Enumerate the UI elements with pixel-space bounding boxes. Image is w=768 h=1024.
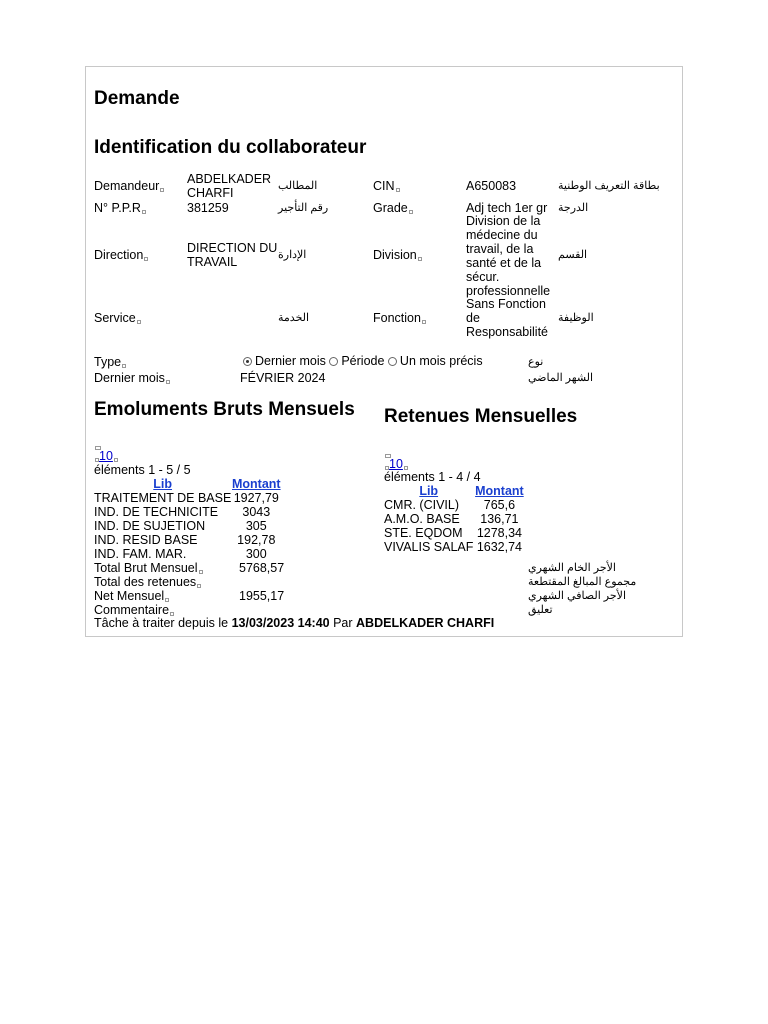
- dernier-mois-label-ar: الشهر الماضي: [528, 372, 594, 384]
- cell-montant: 300: [245, 547, 267, 561]
- cell-montant: 305: [245, 519, 267, 533]
- field-label-ar-grade: الدرجة: [558, 202, 589, 214]
- table-row: [94, 533, 281, 547]
- field-label-ar-service: الخدمة: [278, 312, 310, 324]
- cell-montant: 765,6: [483, 498, 516, 512]
- column-header-lib[interactable]: Lib: [153, 477, 173, 491]
- total-retenues-label-ar: مجموع المبالغ المقتطعة: [528, 576, 637, 588]
- commentaire-label-ar: تعليق: [528, 604, 553, 616]
- request-panel: [85, 66, 683, 637]
- table-row: [94, 505, 281, 519]
- section-title-emoluments: Emoluments Bruts Mensuels: [94, 399, 355, 420]
- table-row: [384, 498, 525, 512]
- field-label-ar-direction: الإدارة: [278, 249, 307, 261]
- field-label-division: Division: [373, 248, 422, 262]
- table-row: [94, 519, 281, 533]
- radio-selected-icon[interactable]: [243, 357, 252, 366]
- net-mensuel-label-ar: الأجر الصافي الشهري: [528, 590, 627, 602]
- field-label-ar-ppr: رقم التأجير: [278, 202, 329, 214]
- net-mensuel-value: 1955,17: [239, 589, 285, 603]
- type-label: Type: [94, 355, 126, 369]
- page-title: Demande: [94, 88, 180, 109]
- footer-datetime: 13/03/2023 14:40: [231, 616, 330, 630]
- cell-montant: 1927,79: [233, 491, 279, 505]
- field-label-ar-cin: بطاقة التعريف الوطنية: [558, 180, 660, 192]
- field-label-direction: Direction: [94, 248, 148, 262]
- field-value-direction: DIRECTION DU TRAVAIL: [187, 241, 278, 269]
- task-footer: [94, 616, 494, 630]
- cell-lib: A.M.O. BASE: [384, 512, 460, 526]
- footer-prefix: Tâche à traiter depuis le: [94, 616, 229, 630]
- total-brut-value: 5768,57: [239, 561, 285, 575]
- field-value-fonction: Sans Fonction de Responsabilité: [466, 297, 548, 339]
- table-row: [94, 491, 281, 505]
- dernier-mois-value: FÉVRIER 2024: [240, 371, 326, 385]
- field-value-division: Division de la médecine du travail, de la santé et de la sécur. professionnelle: [466, 214, 551, 298]
- field-label-ar-demandeur: المطالب: [278, 180, 318, 192]
- emoluments-count: éléments 1 - 5 / 5: [94, 463, 191, 477]
- field-label-demandeur: Demandeur: [94, 179, 164, 193]
- radio-icon[interactable]: [329, 357, 338, 366]
- cell-lib: IND. RESID BASE: [94, 533, 198, 547]
- field-label-grade: Grade: [373, 201, 413, 215]
- cell-montant: 1278,34: [476, 526, 522, 540]
- total-brut-label: Total Brut Mensuel: [94, 561, 203, 575]
- section-title-identification: Identification du collaborateur: [94, 137, 367, 158]
- field-label-service: Service: [94, 311, 141, 325]
- table-row: [384, 540, 525, 554]
- table-row: [384, 526, 525, 540]
- column-header-lib[interactable]: Lib: [419, 484, 439, 498]
- field-value-grade: Adj tech 1er gr: [466, 201, 548, 215]
- field-label-fonction: Fonction: [373, 311, 426, 325]
- cell-montant: 3043: [242, 505, 271, 519]
- footer-user: ABDELKADER CHARFI: [356, 616, 495, 630]
- cell-lib: CMR. (CIVIL): [384, 498, 459, 512]
- cell-lib: VIVALIS SALAF: [384, 540, 474, 554]
- commentaire-label: Commentaire: [94, 603, 174, 617]
- radio-dernier-mois[interactable]: Dernier mois: [243, 354, 326, 368]
- footer-par: Par: [333, 616, 353, 630]
- total-brut-label-ar: الأجر الخام الشهري: [528, 562, 616, 574]
- cell-lib: STE. EQDOM: [384, 526, 463, 540]
- type-radio-group: [243, 354, 483, 368]
- net-mensuel-label: Net Mensuel: [94, 589, 169, 603]
- field-label-ppr: N° P.P.R: [94, 201, 146, 215]
- retenues-table: [384, 484, 525, 554]
- cell-lib: TRAITEMENT DE BASE: [94, 491, 232, 505]
- dernier-mois-label: Dernier mois: [94, 371, 170, 385]
- emoluments-table: [94, 477, 281, 561]
- cell-montant: 192,78: [237, 533, 276, 547]
- cell-lib: IND. FAM. MAR.: [94, 547, 187, 561]
- cell-montant: 1632,74: [476, 540, 522, 554]
- retenues-count: éléments 1 - 4 / 4: [384, 470, 481, 484]
- column-header-montant[interactable]: Montant: [475, 484, 524, 498]
- table-row: [94, 547, 281, 561]
- field-label-cin: CIN: [373, 179, 400, 193]
- cell-montant: 136,71: [480, 512, 519, 526]
- emoluments-page-size[interactable]: 10: [94, 449, 118, 463]
- radio-icon[interactable]: [388, 357, 397, 366]
- type-label-ar: نوع: [528, 356, 544, 368]
- field-label-ar-fonction: الوظيفة: [558, 312, 594, 324]
- radio-periode[interactable]: Période: [329, 354, 384, 368]
- cell-lib: IND. DE TECHNICITE: [94, 505, 219, 519]
- cell-lib: IND. DE SUJETION: [94, 519, 206, 533]
- radio-un-mois-precis[interactable]: Un mois précis: [388, 354, 483, 368]
- section-title-retenues: Retenues Mensuelles: [384, 406, 578, 427]
- field-label-ar-division: القسم: [558, 249, 588, 261]
- column-header-montant[interactable]: Montant: [231, 477, 281, 491]
- table-row: [384, 512, 525, 526]
- retenues-page-size[interactable]: 10: [384, 457, 408, 471]
- field-value-cin: A650083: [466, 179, 517, 193]
- field-value-demandeur: ABDELKADER CHARFI: [187, 172, 272, 200]
- field-value-ppr: 381259: [187, 201, 229, 215]
- total-retenues-label: Total des retenues: [94, 575, 201, 589]
